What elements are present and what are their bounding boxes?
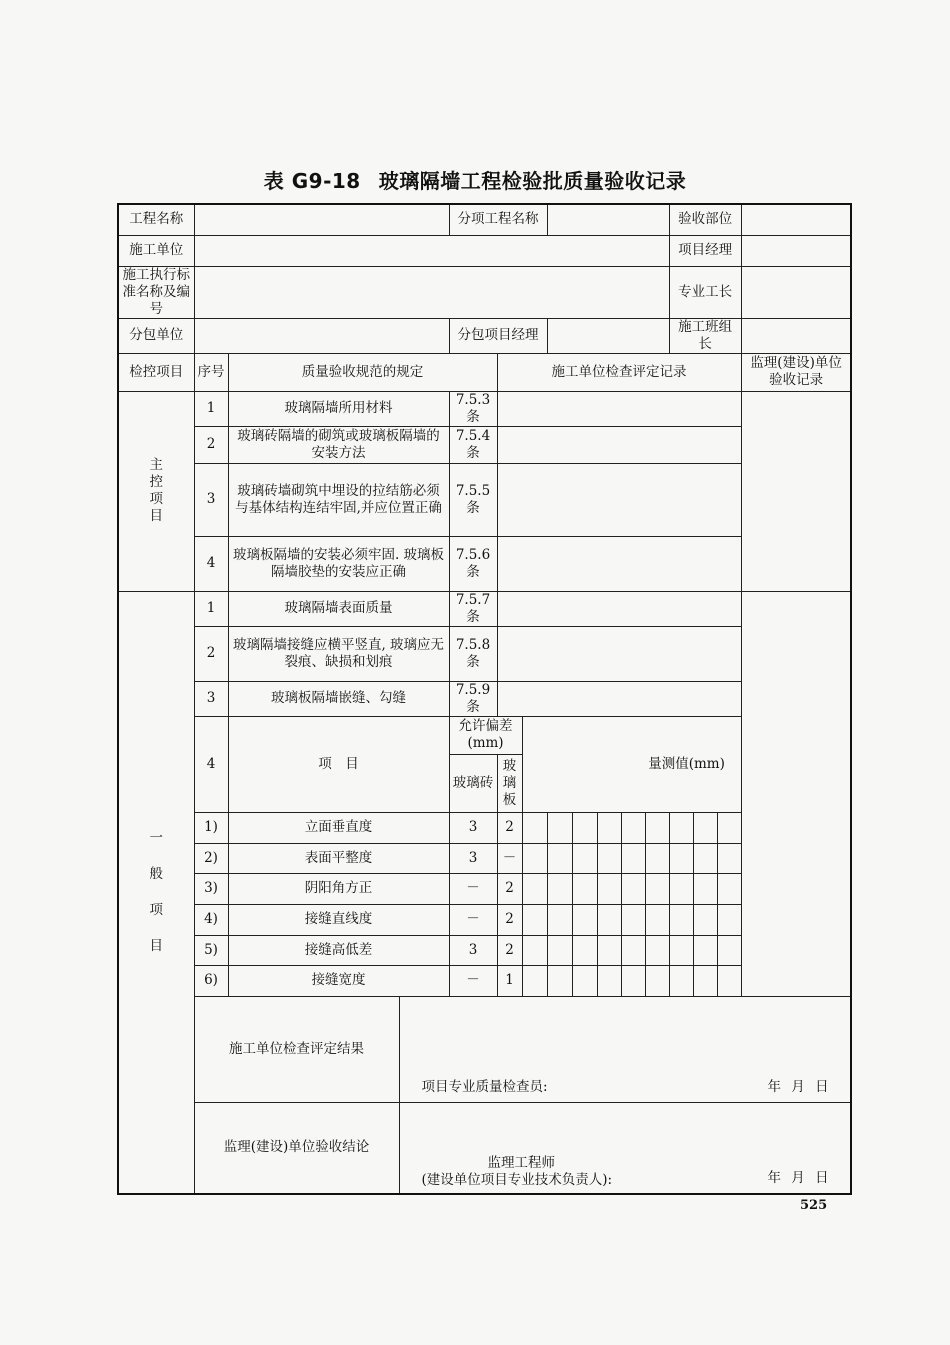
- measured-cell[interactable]: [717, 965, 741, 996]
- row-clause: 7.5.5 条: [449, 463, 497, 536]
- row-seq: 2: [194, 626, 228, 681]
- construction-result-label: 施工单位检查评定结果: [194, 996, 399, 1102]
- supervision-engineer-label: 监理工程师: [487, 1155, 555, 1171]
- measured-cell[interactable]: [621, 904, 645, 935]
- column-header-row: [118, 353, 851, 391]
- measured-cell[interactable]: [669, 812, 693, 843]
- measured-cell[interactable]: [717, 935, 741, 965]
- acceptance-part-label: 验收部位: [669, 204, 741, 235]
- measured-cell[interactable]: [621, 812, 645, 843]
- row-item: 接缝高低差: [228, 935, 449, 965]
- measured-cell[interactable]: [645, 904, 669, 935]
- measured-cell[interactable]: [717, 904, 741, 935]
- project-manager-label: 项目经理: [669, 235, 741, 266]
- col-seq: 序号: [194, 353, 228, 391]
- row-item: 玻璃砖隔墙的砌筑或玻璃板隔墙的安装方法: [228, 426, 449, 463]
- row-item: 玻璃隔墙所用材料: [228, 391, 449, 426]
- construction-unit-label: 施工单位: [118, 235, 194, 266]
- form-title: [0, 165, 950, 194]
- deviation-header-row: [118, 716, 851, 754]
- sub-project-manager-label: 分包项目经理: [449, 318, 547, 353]
- header-row: [118, 266, 851, 318]
- measured-cell[interactable]: [547, 904, 572, 935]
- measured-cell[interactable]: [522, 904, 547, 935]
- measured-cell[interactable]: [597, 873, 621, 904]
- row-item: 玻璃砖墙砌筑中埋设的拉结筋必须与基体结构连结牢固,并应位置正确: [228, 463, 449, 536]
- sub-project-name-label: 分项工程名称: [449, 204, 547, 235]
- measured-cell[interactable]: [597, 812, 621, 843]
- owner-tech-lead-label: (建设单位项目专业技术负责人):: [421, 1172, 613, 1188]
- inspection-record-field[interactable]: [497, 536, 741, 591]
- row-seq: 2: [194, 426, 228, 463]
- measured-cell[interactable]: [522, 965, 547, 996]
- page-number: 525: [800, 1198, 828, 1213]
- row-seq: 1: [194, 591, 228, 626]
- plate-tolerance: 2: [497, 873, 522, 904]
- measured-cell[interactable]: [693, 812, 717, 843]
- acceptance-part-field[interactable]: [741, 204, 851, 235]
- row-item: 玻璃隔墙表面质量: [228, 591, 449, 626]
- measured-cell[interactable]: [597, 904, 621, 935]
- construction-unit-field[interactable]: [194, 235, 669, 266]
- table-row: [118, 391, 851, 426]
- supervision-signature-block: [422, 1155, 613, 1189]
- allowed-deviation-header: 允许偏差 (mm): [449, 716, 522, 754]
- measured-cell[interactable]: [669, 873, 693, 904]
- row-item: 玻璃板隔墙的安装必须牢固. 玻璃板隔墙胶垫的安装应正确: [228, 536, 449, 591]
- measured-cell[interactable]: [572, 965, 597, 996]
- sub-project-manager-field[interactable]: [547, 318, 669, 353]
- supervision-conclusion-field[interactable]: [399, 1102, 851, 1194]
- foreman-label: 专业工长: [669, 266, 741, 318]
- project-name-field[interactable]: [194, 204, 449, 235]
- measured-cell[interactable]: [572, 935, 597, 965]
- foreman-field[interactable]: [741, 266, 851, 318]
- row-clause: 7.5.6 条: [449, 536, 497, 591]
- row-item: 接缝直线度: [228, 904, 449, 935]
- row-seq: 3: [194, 681, 228, 716]
- row-item: 立面垂直度: [228, 812, 449, 843]
- header-row: [118, 235, 851, 266]
- measured-cell[interactable]: [621, 965, 645, 996]
- row-item: 阴阳角方正: [228, 873, 449, 904]
- supervision-record-field[interactable]: [741, 391, 851, 591]
- supervision-conclusion-row: [118, 1102, 851, 1194]
- subcontractor-label: 分包单位: [118, 318, 194, 353]
- measured-cell[interactable]: [645, 843, 669, 873]
- inspection-record-field[interactable]: [497, 626, 741, 681]
- measured-cell[interactable]: [669, 935, 693, 965]
- row-seq: 4): [194, 904, 228, 935]
- measured-cell[interactable]: [547, 935, 572, 965]
- subcontractor-field[interactable]: [194, 318, 449, 353]
- plate-tolerance: 1: [497, 965, 522, 996]
- measured-cell[interactable]: [597, 935, 621, 965]
- measured-cell[interactable]: [693, 843, 717, 873]
- row-item: 接缝宽度: [228, 965, 449, 996]
- row-seq: 6): [194, 965, 228, 996]
- plate-tolerance: －: [497, 843, 522, 873]
- measured-cell[interactable]: [669, 843, 693, 873]
- deviation-item-header: 项 目: [228, 716, 449, 812]
- plate-tolerance: 2: [497, 812, 522, 843]
- col-spec: 质量验收规范的规定: [228, 353, 497, 391]
- brick-tolerance: 3: [449, 812, 497, 843]
- col-control-item: 检控项目: [118, 353, 194, 391]
- measured-cell[interactable]: [547, 812, 572, 843]
- row-item: 玻璃隔墙接缝应横平竖直, 玻璃应无裂痕、缺损和划痕: [228, 626, 449, 681]
- measured-cell[interactable]: [572, 812, 597, 843]
- measured-cell[interactable]: [645, 965, 669, 996]
- team-leader-label: 施工班组长: [669, 318, 741, 353]
- measured-cell[interactable]: [717, 873, 741, 904]
- row-seq: 2): [194, 843, 228, 873]
- measured-cell[interactable]: [572, 843, 597, 873]
- construction-result-field[interactable]: [399, 996, 851, 1102]
- row-item: 表面平整度: [228, 843, 449, 873]
- plate-tolerance: 2: [497, 935, 522, 965]
- table-row: [118, 591, 851, 626]
- brick-tolerance: －: [449, 904, 497, 935]
- project-manager-field[interactable]: [741, 235, 851, 266]
- measured-cell[interactable]: [522, 935, 547, 965]
- inspection-record-field[interactable]: [497, 463, 741, 536]
- row-seq: 4: [194, 716, 228, 812]
- measured-cell[interactable]: [621, 873, 645, 904]
- inspection-record-field[interactable]: [497, 391, 741, 426]
- measured-cell[interactable]: [693, 935, 717, 965]
- glass-brick-header: 玻璃砖: [449, 754, 497, 812]
- form-title-text: 玻璃隔墙工程检验批质量验收记录: [378, 169, 687, 193]
- main-control-label: 主控项目: [118, 391, 194, 591]
- brick-tolerance: －: [449, 965, 497, 996]
- measured-cell[interactable]: [522, 873, 547, 904]
- measured-cell[interactable]: [597, 965, 621, 996]
- plate-tolerance: 2: [497, 904, 522, 935]
- measured-cell[interactable]: [621, 843, 645, 873]
- measured-cell[interactable]: [645, 873, 669, 904]
- row-item: 玻璃板隔墙嵌缝、勾缝: [228, 681, 449, 716]
- row-clause: 7.5.3 条: [449, 391, 497, 426]
- measured-cell[interactable]: [597, 843, 621, 873]
- brick-tolerance: －: [449, 873, 497, 904]
- quality-inspector-label: 项目专业质量检查员:: [421, 1078, 548, 1095]
- row-seq: 4: [194, 536, 228, 591]
- inspection-record-field[interactable]: [497, 591, 741, 626]
- header-row: [118, 318, 851, 353]
- header-row: [118, 204, 851, 235]
- sub-project-name-field[interactable]: [547, 204, 669, 235]
- measured-cell[interactable]: [669, 904, 693, 935]
- brick-tolerance: 3: [449, 935, 497, 965]
- general-label: 一般项目: [118, 591, 194, 1194]
- measured-cell[interactable]: [693, 904, 717, 935]
- inspection-form-table: [117, 203, 852, 1195]
- measured-cell[interactable]: [717, 843, 741, 873]
- standard-name-label: 施工执行标准名称及编号: [118, 266, 194, 318]
- date-label: 年 月 日: [767, 1170, 829, 1186]
- measured-cell[interactable]: [693, 965, 717, 996]
- row-clause: 7.5.9 条: [449, 681, 497, 716]
- measured-cell[interactable]: [645, 935, 669, 965]
- row-seq: 5): [194, 935, 228, 965]
- measured-cell[interactable]: [572, 904, 597, 935]
- glass-plate-header: 玻璃板: [497, 754, 522, 812]
- date-label: 年 月 日: [767, 1078, 829, 1095]
- row-clause: 7.5.8 条: [449, 626, 497, 681]
- row-clause: 7.5.4 条: [449, 426, 497, 463]
- measured-cell[interactable]: [669, 965, 693, 996]
- inspection-record-field[interactable]: [497, 426, 741, 463]
- measured-cell[interactable]: [645, 812, 669, 843]
- construction-result-row: [118, 996, 851, 1102]
- measured-cell[interactable]: [572, 873, 597, 904]
- row-seq: 3: [194, 463, 228, 536]
- measured-cell[interactable]: [547, 965, 572, 996]
- supervision-conclusion-label: 监理(建设)单位验收结论: [194, 1102, 399, 1194]
- project-name-label: 工程名称: [118, 204, 194, 235]
- inspection-record-field[interactable]: [497, 681, 741, 716]
- measured-cell[interactable]: [621, 935, 645, 965]
- standard-name-field[interactable]: [194, 266, 669, 318]
- measured-cell[interactable]: [522, 812, 547, 843]
- row-seq: 1): [194, 812, 228, 843]
- col-supervision-record: 监理(建设)单位验收记录: [741, 353, 851, 391]
- measured-cell[interactable]: [522, 843, 547, 873]
- measured-cell[interactable]: [547, 843, 572, 873]
- measured-cell[interactable]: [547, 873, 572, 904]
- measured-cell[interactable]: [717, 812, 741, 843]
- team-leader-field[interactable]: [741, 318, 851, 353]
- measured-value-header: 量测值(mm): [522, 716, 851, 812]
- row-seq: 1: [194, 391, 228, 426]
- brick-tolerance: 3: [449, 843, 497, 873]
- col-inspection-record: 施工单位检查评定记录: [497, 353, 741, 391]
- row-clause: 7.5.7 条: [449, 591, 497, 626]
- form-code: 表 G9-18: [263, 169, 361, 193]
- row-seq: 3): [194, 873, 228, 904]
- measured-cell[interactable]: [693, 873, 717, 904]
